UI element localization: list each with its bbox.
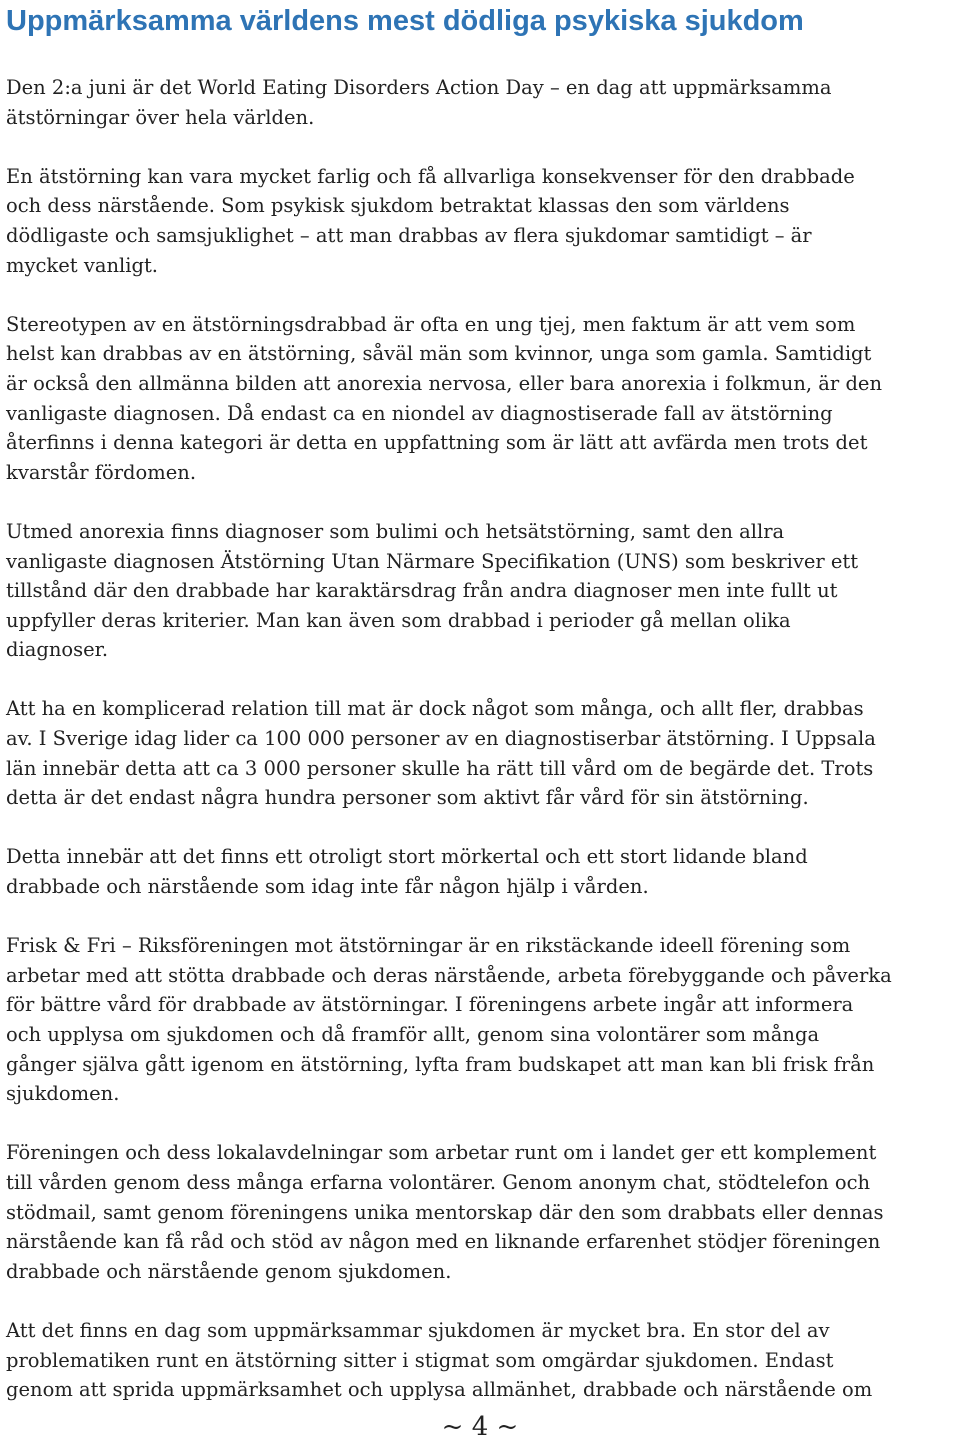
paragraph — [6, 931, 956, 1109]
text-line: kvarstår fördomen. — [6, 460, 197, 484]
text-line: Den 2:a juni är det World Eating Disorders Action Day – en dag att uppmärksamma — [6, 76, 832, 99]
text-line: En ätstörning kan vara mycket farlig och få allvarliga konsekvenser för den drabbade — [6, 164, 855, 188]
paragraph — [6, 1138, 956, 1286]
page-title: Uppmärksamma världens mest dödliga psykiska sjukdom — [6, 5, 804, 37]
text-line: och dess närstående. Som psykisk sjukdom betraktat klassas den som världens — [6, 194, 790, 218]
text-line: Detta innebär att det finns ett otroligt stort mörkertal och ett stort lidande bland — [6, 845, 808, 869]
text-line: helst kan drabbas av en ätstörning, såväl män som kvinnor, unga som gamla. Samtidigt — [6, 342, 872, 366]
text-line: sjukdomen. — [6, 1082, 120, 1106]
text-line: Föreningen och dess lokalavdelningar som arbetar runt om i landet ger ett komplement — [6, 1141, 877, 1165]
text-line: Att det finns en dag som uppmärksammar sjukdomen är mycket bra. En stor del av — [6, 1318, 830, 1342]
text-line: län innebär detta att ca 3 000 personer skulle ha rätt till vård om de begärde det. Trots — [6, 756, 874, 780]
text-line: stödmail, samt genom föreningens unika mentorskap där den som drabbats eller dennas — [6, 1200, 884, 1224]
text-line: närstående kan få råd och stöd av någon med en liknande erfarenhet stödjer föreningen — [6, 1230, 881, 1254]
text-line: problematiken runt en ätstörning sitter i stigmat som omgärdar sjukdomen. Endast — [6, 1348, 834, 1372]
text-line: vanligaste diagnosen Ätstörning Utan Närmare Specifikation (UNS) som beskriver ett — [6, 549, 859, 573]
text-line: drabbade och närstående genom sjukdomen. — [6, 1259, 452, 1283]
paragraph — [6, 162, 956, 280]
text-line: gånger själva gått igenom en ätstörning, lyfta fram budskapet att man kan bli frisk från — [6, 1052, 875, 1076]
text-line: av. I Sverige idag lider ca 100 000 personer av en diagnostiserbar ätstörning. I Uppsala — [6, 727, 876, 751]
paragraph — [6, 73, 956, 132]
text-line: ätstörningar över hela världen. — [6, 105, 315, 129]
text-line: detta är det endast några hundra personer som aktivt får vård för sin ätstörning. — [6, 786, 809, 810]
article-body — [6, 73, 956, 1434]
paragraph — [6, 310, 956, 488]
text-line: uppfyller deras kriterier. Man kan även som drabbad i perioder gå mellan olika — [6, 608, 791, 632]
paragraph — [6, 1316, 956, 1405]
text-line: återfinns i denna kategori är detta en uppfattning som är lätt att avfärda men trots det — [6, 431, 868, 455]
text-line: för bättre vård för drabbade av ätstörningar. I föreningens arbete ingår att informera — [6, 993, 854, 1017]
page-number: ~ 4 ~ — [441, 1412, 519, 1442]
text-line: genom att sprida uppmärksamhet och upplysa allmänhet, drabbade och närstående om — [6, 1378, 873, 1402]
text-line: mycket vanligt. — [6, 253, 159, 277]
text-line: tillstånd där den drabbade har karaktärsdrag från andra diagnoser men inte fullt ut — [6, 579, 838, 603]
paragraph — [6, 842, 956, 901]
text-line: Stereotypen av en ätstörningsdrabbad är ofta en ung tjej, men faktum är att vem som — [6, 312, 856, 336]
text-line: diagnoser. — [6, 638, 109, 662]
text-line: Frisk & Fri – Riksföreningen mot ätstörningar är en rikstäckande ideell förening som — [6, 934, 851, 958]
text-line: Att ha en komplicerad relation till mat är dock något som många, och allt fler, drabbas — [6, 697, 864, 721]
paragraph — [6, 517, 956, 665]
text-line: till vården genom dess många erfarna volontärer. Genom anonym chat, stödtelefon och — [6, 1170, 871, 1194]
text-line: är också den allmänna bilden att anorexia nervosa, eller bara anorexia i folkmun, är den — [6, 371, 883, 395]
text-line: Utmed anorexia finns diagnoser som bulimi och hetsätstörning, samt den allra — [6, 519, 785, 543]
text-line: arbetar med att stötta drabbade och deras närstående, arbeta förebyggande och påverka — [6, 963, 892, 987]
paragraph — [6, 694, 956, 812]
text-line: drabbade och närstående som idag inte får någon hjälp i vården. — [6, 875, 649, 899]
text-line: vanligaste diagnosen. Då endast ca en niondel av diagnostiserade fall av ätstörning — [6, 401, 833, 425]
text-line: och upplysa om sjukdomen och då framför allt, genom sina volontärer som många — [6, 1023, 820, 1046]
text-line: dödligaste och samsjuklighet – att man drabbas av flera sjukdomar samtidigt – är — [6, 223, 812, 247]
